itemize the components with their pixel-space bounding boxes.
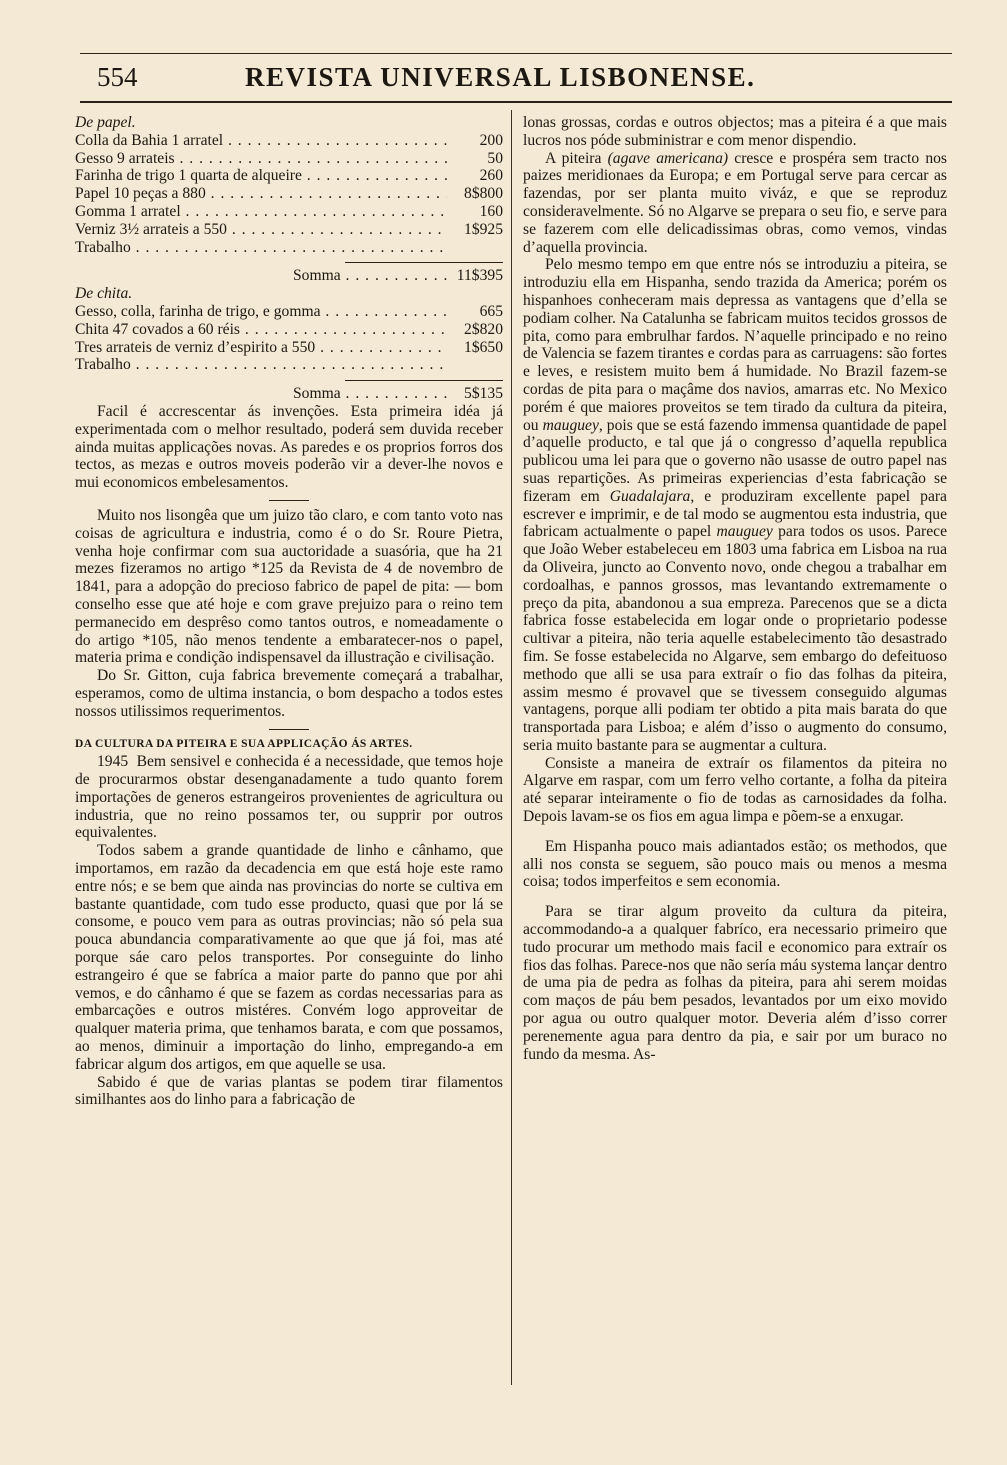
paragraph xyxy=(523,256,947,754)
paragraph-text: , e produziram excellente papel para escrever e imprimir, e de tal modo se augmentou esta industria, que fabricam actualmente o papel xyxy=(523,487,947,541)
italic-term: Guadalajara xyxy=(609,487,691,505)
cost-value: 1$650 xyxy=(464,338,503,356)
page-number: 554 xyxy=(97,62,138,92)
cost-label: Papel 10 peças a 880 . . . xyxy=(75,185,447,203)
sum-rule xyxy=(345,380,503,381)
cost-value: 8$800 xyxy=(464,185,503,203)
cost-label: Gomma 1 arratel . . . xyxy=(75,203,447,221)
italic-term: mauguey xyxy=(542,416,599,434)
article-paragraph xyxy=(75,753,503,842)
paragraph-text: cresce e prospéra sem tracto nos paizes meridionaes da Europa; e em Portugal serve para cercar as fazendas, por ser planta muito viváz, e que se reproduz consideravelmente. Só no Algarve se prepara o seu fio, e serve para se fazerem com elle delicadissimas obras, como vemos, vindas d’aquella provincia. xyxy=(523,149,947,256)
paragraph: Facil é accrescentar ás invenções. Esta primeira idéa já experimentada com o melhor resultado, poderá sem duvida receber ainda muitas applicações novas. As paredes e os proprios forros dos tectos, as mezas e outros moveis poderão vir a dever-lhe novos e mui economicos embelesamentos. xyxy=(75,402,503,492)
sum-rule xyxy=(345,262,503,263)
table-title-papel: De papel. xyxy=(75,114,136,131)
cost-value: 665 xyxy=(479,302,503,320)
cost-value: 1$925 xyxy=(464,220,503,238)
cost-value: 50 xyxy=(487,149,503,167)
table-title-chita: De chita. xyxy=(75,285,133,303)
cost-row xyxy=(75,185,503,203)
paragraph: lonas grossas, cordas e outros objectos; mas a piteira é a que mais lucros nos póde subministrar e com menor dispendio. xyxy=(523,114,947,149)
article-number: 1945 xyxy=(97,753,129,771)
paragraph-text: Bem sensivel e conhecida é a necessidade, que temos hoje de procurarmos obstar desenganadamente a tudo quanto forem importações de generos estrangeiros provenientes de agricultura ou industria, que no reino possamos ter, ou supprir por outros equivalentes. xyxy=(75,753,503,842)
top-rule xyxy=(80,53,952,54)
column-divider xyxy=(511,110,512,1385)
cost-value: 200 xyxy=(479,131,503,149)
article-heading-text: DA CULTURA DA PITEIRA E SUA APPLICAÇÃO ÁS ARTES. xyxy=(75,737,413,750)
cost-label: Gesso 9 arrateis . . . xyxy=(75,150,447,168)
sum-label: Somma . . . xyxy=(75,267,447,285)
right-column xyxy=(523,114,947,1063)
cost-label: Chita 47 covados a 60 réis . . . xyxy=(75,321,447,339)
cost-value: 160 xyxy=(479,202,503,220)
cost-label: Gesso, colla, farinha de trigo, e gomma . . . xyxy=(75,303,447,321)
cost-table-papel xyxy=(75,132,503,285)
cost-row xyxy=(75,132,503,150)
paragraph: Em Hispanha pouco mais adiantados estão; os methodos, que alli nos consta se seguem, são pouco mais ou menos a mesma coisa; todos imperfeitos e sem economia. xyxy=(523,837,947,891)
paragraph-text: para todos os usos. Parece que João Weber estabeleceu em 1803 uma fabrica em Lisboa na rua da Oliveira, juncto ao Convento novo, onde chegou a trabalhar em cordoalhas, e pannos grossos, mas levantando extremamente o preço da pita, abandonou a sua empreza. Parecenos que se a dicta fabrica fosse estabelecida em logar onde o proprietario podesse cultivar a piteira, não teria aquelle estabelecimento tão desastrado fim. Se fosse estabelecida no Algarve, sem embargo do defeituoso methodo que alli se usa para extraír o fio das folhas da piteira, assim mesmo é provavel que se tivessem conseguido algumas vantagens, porque alli podiam ter obtido a pita mais barata do que transportada para Lisboa; e além d’isso o augmento do consumo, seria muito bastante para se augmentar a cultura. xyxy=(523,523,947,754)
cost-label: Colla da Bahia 1 arratel . . . xyxy=(75,132,447,150)
cost-table-chita xyxy=(75,303,503,403)
cost-row xyxy=(75,339,503,357)
header-rule xyxy=(80,101,952,103)
sum-value: 11$395 xyxy=(456,267,503,285)
paragraph: Todos sabem a grande quantidade de linho e cânhamo, que importamos, em razão da decadencia em que está hoje este ramo entre nós; e se bem que ainda nas provincias do norte se cultiva em bastante quantidade, com tudo esse producto, quasi que por lá se consome, e pouco vem para as outras provincias; não só pela sua pouca abundancia comparativamente ao que que já foi, mas até porque sáe caro pelos transportes. Por conseguinte do linho estrangeiro é que se fabríca a maior parte do panno que por ahi vemos, e do cânhamo é que se fazem as cordas necessarias para as embarcações e outros mistéres. Convém logo approveitar de qualquer materia prima, que tenhamos barata, e com que possamos, ao menos, diminuir a importação do linho, empregando-a em fabricar algum dos artigos, em que aquelle se usa. xyxy=(75,842,503,1073)
sum-value: 5$135 xyxy=(464,385,503,403)
paragraph-text: A piteira xyxy=(545,149,608,167)
cost-label: Tres arrateis de verniz d’espirito a 550 . . . xyxy=(75,339,447,357)
paragraph-text: , pois que se está fazendo immensa quantidade de papel d’aquelle producto, e tal que já o congresso d’aquella republica publicou uma lei para que o governo não usasse de outro papel nas suas repartições. As primeiras experiencias d’esta fabricação se fizeram em xyxy=(523,416,947,505)
sum-row xyxy=(75,385,503,403)
paragraph: Do Sr. Gitton, cuja fabrica brevemente começará a trabalhar, esperamos, como de ultima instancia, o bom despacho a todos estes nossos utilissimos requerimentos. xyxy=(75,667,503,720)
cost-label: Farinha de trigo 1 quarta de alqueire . . . xyxy=(75,167,447,185)
cost-row xyxy=(75,321,503,339)
paragraph: Muito nos lisongêa que um juizo tão claro, e com tanto voto nas coisas de agricultura e industria, como é o do Sr. Roure Pietra, venha hoje confirmar com sua auctoridade a suasória, que ha 21 mezes fizeramos no artigo *125 da Revista de 4 de novembro de 1841, para a adopção do precioso fabrico de papel de pita: — bom conselho esse que até hoje e com grave prejuizo para o reino tem permanecido em desprêso como tantos outros, e nomeadamente o do artigo *105, não menos tendente a embaratecer-nos o papel, materia prima e condição indispensavel da illustração e civilisação. xyxy=(75,506,503,667)
cost-row xyxy=(75,167,503,185)
cost-row xyxy=(75,203,503,221)
italic-term: mauguey xyxy=(716,523,773,541)
cost-row xyxy=(75,239,503,257)
sum-label: Somma . . . xyxy=(75,385,447,403)
paragraph: Para se tirar algum proveito da cultura da piteira, accommodando-a a qualquer fabríco, era necessario primeiro que tudo procurar um methodo mais facil e economico para extraír os fios das folhas. Parece-nos que não sería máu systema lançar dentro de uma pia de pedra as folhas da piteira, para ahi serem moidas com maços de páu bem pesados, levantados por um eixo movido por agua ou outro qualquer motor. Deveria além d’isso correr perenemente agua para dentro da pia, e sair por um buraco no fundo da mesma. As- xyxy=(523,903,947,1063)
cost-row xyxy=(75,356,503,374)
cost-label: Trabalho . . . xyxy=(75,239,447,257)
running-title: REVISTA UNIVERSAL LISBONENSE. xyxy=(245,62,756,92)
section-rule xyxy=(269,729,309,730)
paragraph-text: Pelo mesmo tempo em que entre nós se introduziu a piteira, se introduziu ella em Hispanha, sendo trazida da America; porém os hispanhoes conheceram mais depressa as vantagens que d’ella se podiam colher. Na Catalunha se fabricam muitos tecidos grossos de pita, como para embrulhar fardos. N’aquelle principado e no reino de Valencia se fazem tirantes e cordas para as carruagens: são fortes e leves, e resistem muito bem á humidade. No Brazil fazem-se cordas de pita para o maçâme dos navios, amarras etc. No Mexico porém é que maiores proveitos se tem tirado da cultura da piteira, ou xyxy=(523,256,947,434)
cost-row xyxy=(75,221,503,239)
cost-value: 260 xyxy=(479,167,503,185)
left-column xyxy=(75,114,503,1109)
cost-label: Verniz 3½ arrateis a 550 . . . xyxy=(75,221,447,239)
italic-term: (agave americana) xyxy=(607,149,729,167)
paragraph: Sabido é que de varias plantas se podem tirar filamentos similhantes aos do linho para a fabricação de xyxy=(75,1073,503,1109)
cost-label: Trabalho . . . xyxy=(75,356,447,374)
paragraph: Consiste a maneira de extraír os filamentos da piteira no Algarve em raspar, com um ferro velho cortante, a folha da piteira até separar inteiramente o fio de todas as carnosidades da folha. Depois lavam-se os fios em agua limpa e põem-se a enxugar. xyxy=(523,754,947,826)
section-rule xyxy=(269,500,309,501)
cost-row xyxy=(75,303,503,321)
sum-row xyxy=(75,267,503,285)
cost-value: 2$820 xyxy=(464,320,503,338)
article-heading xyxy=(75,736,503,754)
cost-row xyxy=(75,150,503,168)
paragraph xyxy=(523,150,947,257)
